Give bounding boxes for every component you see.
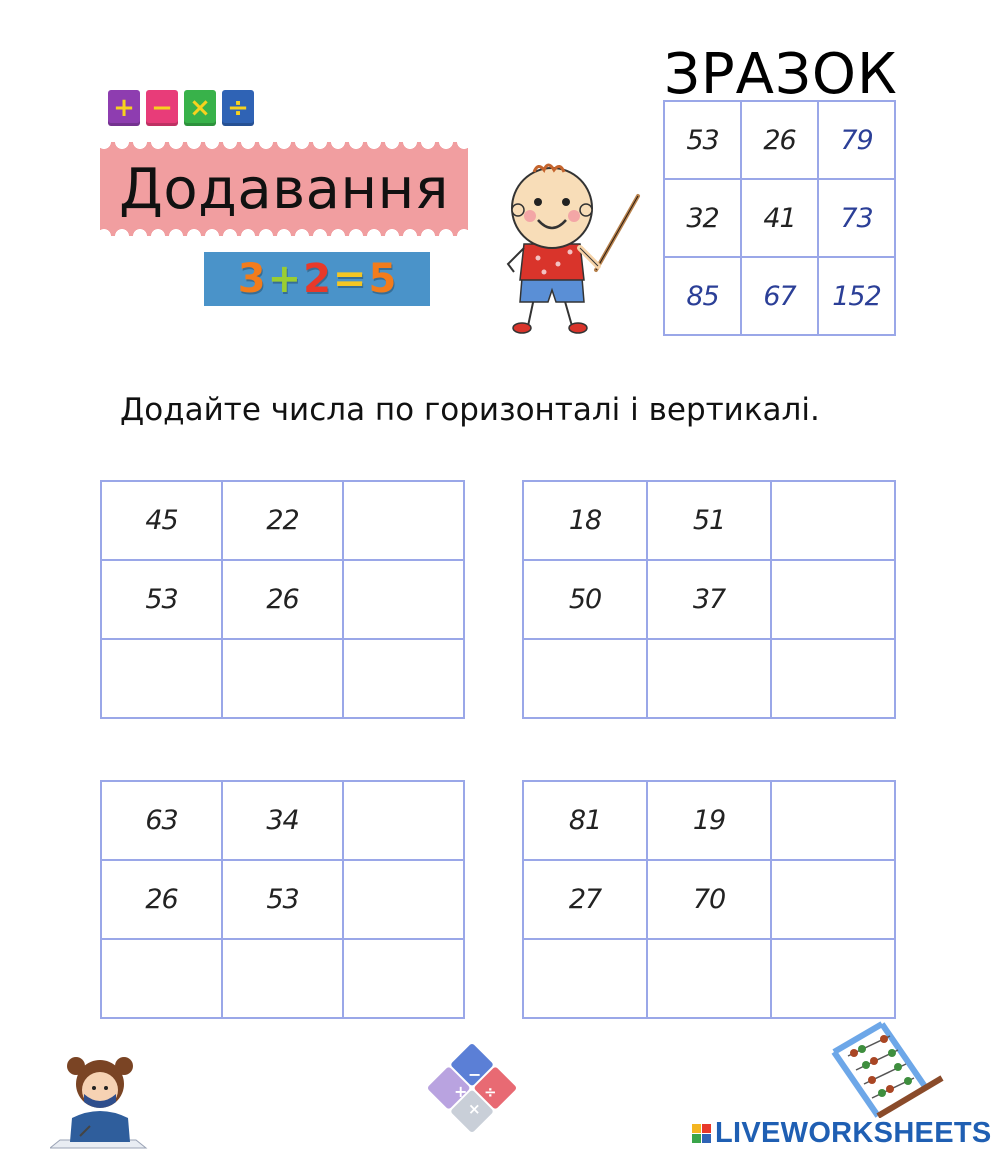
given-cell: 18 <box>524 482 648 561</box>
given-cell: 53 <box>223 861 344 940</box>
abacus-icon <box>826 1018 950 1118</box>
teacher-boy-icon <box>498 160 644 340</box>
sample-cell: 32 <box>665 180 742 258</box>
page-title: Додавання <box>119 156 449 222</box>
girl-student-icon <box>50 1048 150 1152</box>
operation-tiles <box>108 90 254 126</box>
given-cell: 34 <box>223 782 344 861</box>
answer-cell[interactable] <box>772 561 896 640</box>
answer-cell[interactable] <box>102 640 223 719</box>
answer-cell[interactable] <box>344 482 465 561</box>
answer-cell[interactable] <box>648 940 772 1019</box>
sample-cell: 79 <box>819 102 896 180</box>
exercise-grid-2 <box>522 480 896 719</box>
operation-tile: + <box>108 90 140 126</box>
given-cell: 19 <box>648 782 772 861</box>
answer-cell[interactable] <box>524 640 648 719</box>
operation-tile: − <box>146 90 178 126</box>
sample-cell: 73 <box>819 180 896 258</box>
given-cell: 70 <box>648 861 772 940</box>
sample-cell: 152 <box>819 258 896 336</box>
brand-logo[interactable] <box>692 1116 992 1150</box>
given-cell: 50 <box>524 561 648 640</box>
calculator-icon <box>424 1040 520 1136</box>
given-cell: 45 <box>102 482 223 561</box>
answer-cell[interactable] <box>772 482 896 561</box>
liveworksheets-icon <box>692 1124 711 1143</box>
svg-text:+: + <box>454 1082 468 1101</box>
exercise-grid-4 <box>522 780 896 1019</box>
operation-tile: ÷ <box>222 90 254 126</box>
given-cell: 81 <box>524 782 648 861</box>
svg-text:−: − <box>468 1065 482 1084</box>
exercise-grid-3 <box>100 780 465 1019</box>
svg-text:×: × <box>468 1100 481 1118</box>
sample-cell: 67 <box>742 258 819 336</box>
answer-cell[interactable] <box>344 940 465 1019</box>
exercise-grid-1 <box>100 480 465 719</box>
equation-char: = <box>332 256 367 302</box>
answer-cell[interactable] <box>772 940 896 1019</box>
sample-cell: 85 <box>665 258 742 336</box>
answer-cell[interactable] <box>772 782 896 861</box>
sample-grid <box>663 100 896 336</box>
answer-cell[interactable] <box>772 640 896 719</box>
answer-cell[interactable] <box>223 640 344 719</box>
answer-cell[interactable] <box>102 940 223 1019</box>
given-cell: 26 <box>223 561 344 640</box>
given-cell: 27 <box>524 861 648 940</box>
sample-label: ЗРАЗОК <box>664 42 898 107</box>
equation-char: 2 <box>303 256 331 302</box>
answer-cell[interactable] <box>344 782 465 861</box>
answer-cell[interactable] <box>344 561 465 640</box>
answer-cell[interactable] <box>648 640 772 719</box>
instruction-text: Додайте числа по горизонталі і вертикалі. <box>120 392 820 428</box>
sample-cell: 41 <box>742 180 819 258</box>
answer-cell[interactable] <box>772 861 896 940</box>
given-cell: 37 <box>648 561 772 640</box>
given-cell: 51 <box>648 482 772 561</box>
equation-char: 5 <box>368 256 397 302</box>
given-cell: 53 <box>102 561 223 640</box>
brand-name: LIVEWORKSHEETS <box>715 1116 992 1149</box>
equation-char: + <box>267 256 302 302</box>
operation-tile: × <box>184 90 216 126</box>
answer-cell[interactable] <box>344 640 465 719</box>
answer-cell[interactable] <box>524 940 648 1019</box>
answer-cell[interactable] <box>344 861 465 940</box>
equation-char: 3 <box>237 256 266 302</box>
sample-cell: 53 <box>665 102 742 180</box>
given-cell: 22 <box>223 482 344 561</box>
equation-image <box>204 252 430 306</box>
sample-cell: 26 <box>742 102 819 180</box>
answer-cell[interactable] <box>223 940 344 1019</box>
given-cell: 63 <box>102 782 223 861</box>
given-cell: 26 <box>102 861 223 940</box>
svg-text:÷: ÷ <box>484 1083 497 1101</box>
